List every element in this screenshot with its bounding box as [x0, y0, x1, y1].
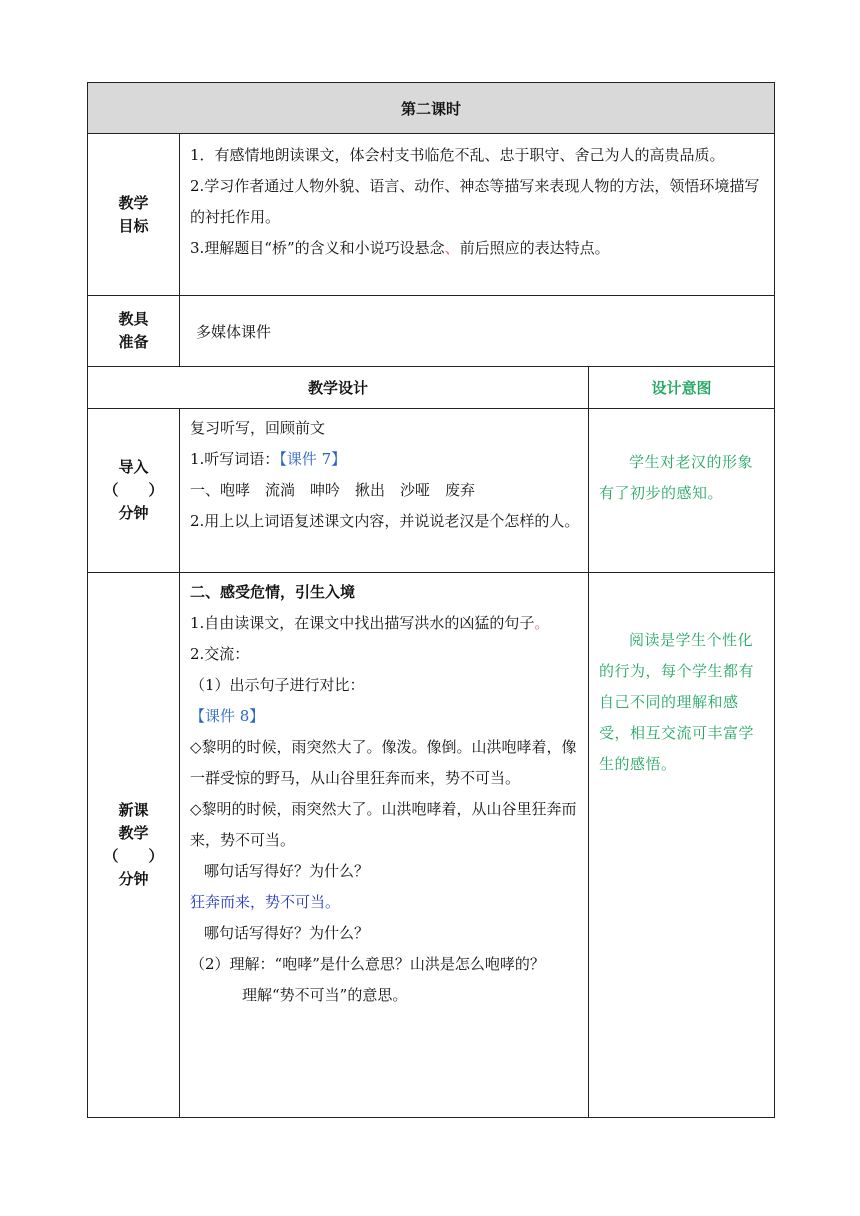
intro-content: 复习听写，回顾前文 1.听写词语：【课件 7】 一、咆哮 流淌 呻吟 揪出 沙哑 废弃 2.用上以上词语复述课文内容，并说说老汉是个怎样的人。: [180, 409, 589, 573]
intro-label: 导入 （ ） 分钟: [88, 409, 180, 573]
objectives-content: [180, 134, 775, 296]
newlesson-label: 新课 教学 （ ） 分钟: [88, 573, 180, 1118]
lesson-period-title: 第二课时: [88, 83, 775, 134]
newlesson-intent: 阅读是学生个性化的行为，每个学生都有自己不同的理解和感受，相互交流可丰富学生的感悟。: [589, 573, 775, 1118]
tools-label: 教具 准备: [88, 296, 180, 367]
tools-value: 多媒体课件: [180, 296, 775, 367]
courseware-ref: 【课件 7】: [279, 450, 347, 468]
lesson-plan-table: [87, 82, 775, 1118]
objective-1: 1．有感情地朗读课文，体会村支书临危不乱、忠于职守、舍己为人的高贵品质。: [190, 146, 725, 164]
courseware-ref: 【课件 8】: [190, 707, 265, 725]
objectives-label: 教学 目标: [88, 134, 180, 296]
objective-3: 3.理解题目“桥”的含义和小说巧设悬念、前后照应的表达特点。: [190, 239, 610, 257]
newlesson-content: 二、感受危情，引生入境 1.自由读课文，在课文中找出描写洪水的凶猛的句子。 2.交流： （1）出示句子进行对比： 【课件 8】 ◇黎明的时候，雨突然大了。像泼。像倒。山洪咆哮着，像一群受惊的野马，从山谷里狂奔而来，势不可当。 ◇黎明的时候，雨突然大了。山洪咆哮着，从山谷里狂奔而来，势不可当。 哪句话写得好？为什么？ 狂奔而来，势不可当。 哪句话写得好？为什么？ （2）理解：“咆哮”是什么意思？山洪是怎么咆哮的？ 理解“势不可当”的意思。: [180, 573, 589, 1118]
intro-intent: 学生对老汉的形象有了初步的感知。: [589, 409, 775, 573]
intent-header: 设计意图: [589, 367, 775, 409]
design-header: 教学设计: [88, 367, 589, 409]
objective-2: 2.学习作者通过人物外貌、语言、动作、神态等描写来表现人物的方法，领悟环境描写的衬托作用。: [190, 177, 760, 226]
